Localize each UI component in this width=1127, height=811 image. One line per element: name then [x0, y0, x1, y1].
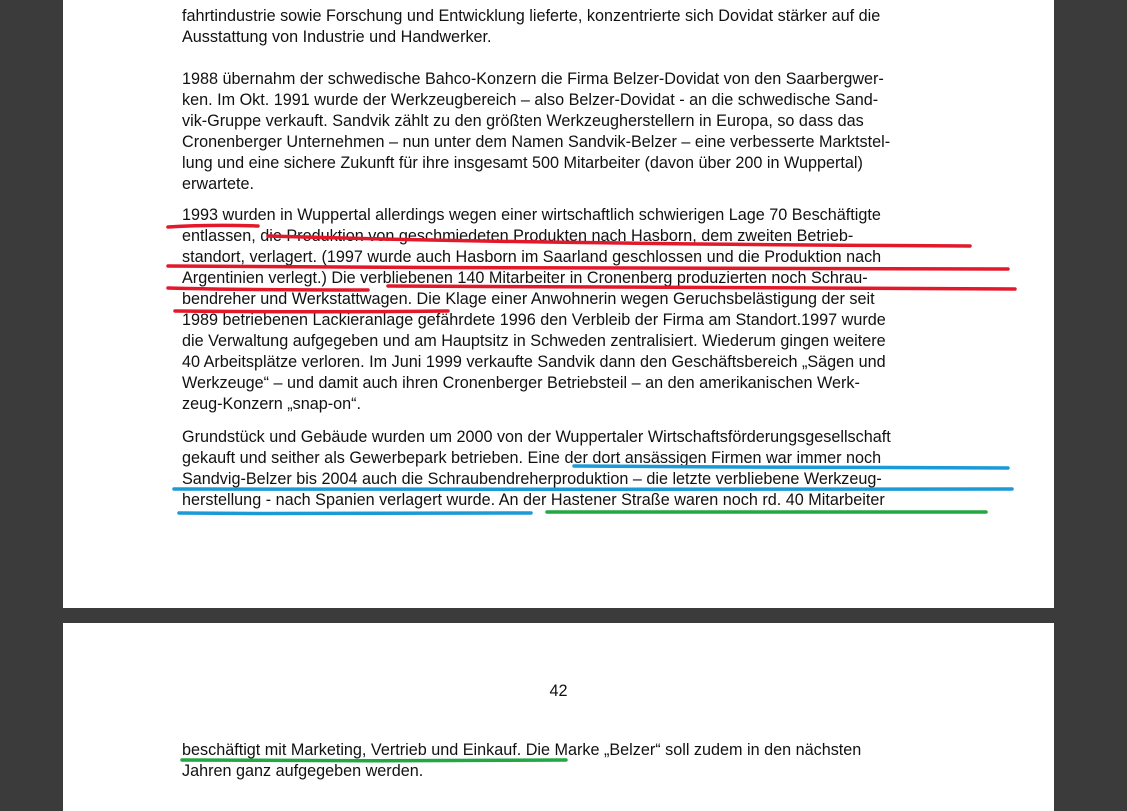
text-line: fahrtindustrie sowie Forschung und Entwicklung lieferte, konzentrierte sich Dovidat stärker auf die [182, 7, 881, 25]
text-line: ken. Im Okt. 1991 wurde der Werkzeugbereich – also Belzer-Dovidat - an die schwedische Sand- [182, 91, 879, 109]
text-line: herstellung - nach Spanien verlagert wurde. An der Hastener Straße waren noch rd. 40 Mitarbeiter [182, 491, 885, 509]
text-line: 1989 betriebenen Lackieranlage gefährdete 1996 den Verbleib der Firma am Standort.1997 wurde [182, 311, 886, 329]
page-2-text [182, 740, 1012, 782]
text-line: gekauft und seither als Gewerbepark betrieben. Eine der dort ansässigen Firmen war immer noch [182, 449, 882, 467]
text-line: zeug-Konzern „snap-on“. [182, 395, 362, 413]
text-line: Werkzeuge“ – und damit auch ihren Cronenberger Betriebsteil – an den amerikanischen Werk- [182, 374, 860, 392]
text-line: die Verwaltung aufgegeben und am Hauptsitz in Schweden zentralisiert. Wiederum gingen weitere [182, 332, 886, 350]
text-line: Jahren ganz aufgegeben werden. [182, 762, 424, 780]
text-line: Ausstattung von Industrie und Handwerker. [182, 28, 492, 46]
text-line: vik-Gruppe verkauft. Sandvik zählt zu den größten Werkzeugherstellern in Europa, so dass das [182, 112, 864, 130]
text-line: 40 Arbeitsplätze verloren. Im Juni 1999 verkaufte Sandvik dann den Geschäftsbereich „Sägen und [182, 353, 886, 371]
text-line: 1993 wurden in Wuppertal allerdings wegen einer wirtschaftlich schwierigen Lage 70 Beschäftigte [182, 206, 881, 224]
document-page-1 [63, 0, 1054, 608]
text-line: erwartete. [182, 175, 254, 193]
text-line: 1988 übernahm der schwedische Bahco-Konzern die Firma Belzer-Dovidat von den Saarbergwer- [182, 70, 884, 88]
paragraph-2 [182, 69, 1012, 195]
text-line: lung und eine sichere Zukunft für ihre insgesamt 500 Mitarbeiter (davon über 200 in Wuppertal) [182, 154, 863, 172]
text-line: Argentinien verlegt.) Die verbliebenen 140 Mitarbeiter in Cronenberg produzierten noch Schrau- [182, 269, 868, 287]
page-number: 42 [549, 682, 568, 700]
text-line: Grundstück und Gebäude wurden um 2000 von der Wuppertaler Wirtschaftsförderungsgesellschaft [182, 428, 891, 446]
paragraph-4 [182, 427, 1012, 511]
text-line: Cronenberger Unternehmen – nun unter dem Namen Sandvik-Belzer – eine verbesserte Marktstel- [182, 133, 891, 151]
paragraph-3 [182, 205, 1012, 415]
text-line: Sandvig-Belzer bis 2004 auch die Schraubendreherproduktion – die letzte verbliebene Werkzeug- [182, 470, 882, 488]
paragraph-1 [182, 6, 1012, 48]
document-page-2 [63, 623, 1054, 811]
text-line: beschäftigt mit Marketing, Vertrieb und Einkauf. Die Marke „Belzer“ soll zudem in den nächsten [182, 741, 862, 759]
text-line: bendreher und Werkstattwagen. Die Klage einer Anwohnerin wegen Geruchsbelästigung der seit [182, 290, 875, 308]
text-line: entlassen, die Produktion von geschmiedeten Produkten nach Hasborn, dem zweiten Betrieb- [182, 227, 854, 245]
text-line: standort, verlagert. (1997 wurde auch Hasborn im Saarland geschlossen und die Produktion nach [182, 248, 882, 266]
